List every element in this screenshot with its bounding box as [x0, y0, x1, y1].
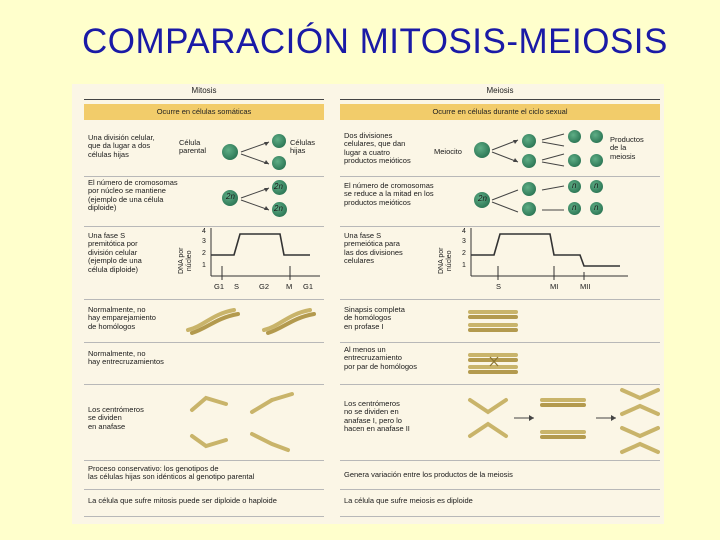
y-tick: 2: [462, 250, 466, 257]
ploidy-label: n: [572, 181, 577, 190]
comparison-figure: [72, 84, 664, 524]
ploidy-label: 2n: [274, 182, 283, 191]
meiosis-row-centromeres: Los centrómeros no se dividen en anafase I, pero lo hacen en anafase II: [344, 399, 410, 434]
y-tick: 1: [462, 262, 466, 269]
row-divider: [84, 342, 324, 343]
slide-title: COMPARACIÓN MITOSIS-MEIOSIS: [82, 22, 668, 61]
division-arrows: [540, 128, 570, 172]
unpaired-chromosomes: [184, 306, 324, 336]
mitosis-anaphase-chromosomes: [188, 390, 324, 456]
phase-label: MI: [550, 282, 559, 291]
phase-label: S: [496, 282, 502, 291]
meiosis-row-ploidy: La célula que sufre meiosis es diploide: [344, 496, 473, 505]
row-divider: [84, 384, 324, 385]
mitosis-row-chromosome-number: El número de cromosomas por núcleo se mantiene (ejemplo de una célula diploide): [88, 178, 178, 213]
y-tick: 3: [462, 238, 466, 245]
mitosis-row-conservative: Proceso conservativo: los genotipos de las células hijas son idénticos al genotipo parental: [88, 464, 255, 482]
row-divider: [84, 489, 324, 490]
intermediate-cell: [522, 134, 536, 148]
meiosis-header: Meiosis: [486, 86, 514, 95]
daughter-cell: [272, 156, 286, 170]
phase-label: M: [286, 282, 293, 291]
row-divider: [340, 460, 660, 461]
meiotic-product-cell: [568, 154, 581, 167]
meiotic-products-label: Productos de la meiosis: [610, 135, 644, 161]
ploidy-label: 2n: [226, 192, 235, 201]
meiosis-row-synapsis: Sinapsis completa de homólogos en profase I: [344, 305, 405, 331]
mitosis-row-s-phase: Una fase S premitótica por división celular (ejemplo de una célula diploide): [88, 231, 142, 274]
intermediate-cell: [522, 202, 536, 216]
meiotic-product-cell: [590, 130, 603, 143]
ploidy-label: 2n: [274, 204, 283, 213]
mitosis-header-rule: [84, 99, 324, 100]
dna-axis-label: DNA por núcleo: [438, 247, 453, 274]
division-arrows: [490, 184, 526, 220]
row-divider: [84, 299, 324, 300]
meiosis-row-variation: Genera variación entre los productos de la meiosis: [344, 470, 513, 479]
mitosis-row-ploidy: La célula que sufre mitosis puede ser diploide o haploide: [88, 496, 277, 505]
mitosis-row-divisions: Una división celular, que da lugar a dos células hijas: [88, 133, 155, 159]
meiotic-product-cell: [568, 130, 581, 143]
y-tick: 3: [202, 238, 206, 245]
meiosis-anaphase-chromosomes: [464, 384, 660, 458]
meiosis-subheader: Ocurre en células durante el ciclo sexual: [340, 104, 660, 120]
mitosis-row-crossover: Normalmente, no hay entrecruzamientos: [88, 349, 164, 367]
ploidy-label: n: [594, 203, 599, 212]
dna-axis-label: DNA por núcleo: [178, 247, 193, 274]
synapsed-homologs: [464, 306, 524, 336]
mitosis-row-centromeres: Los centrómeros se dividen en anafase: [88, 405, 144, 431]
meiosis-row-divisions: Dos divisiones celulares, que dan lugar a cuatro productos meióticos: [344, 131, 411, 166]
row-divider: [84, 516, 324, 517]
daughter-cell: [272, 134, 286, 148]
meiosis-column: [340, 84, 660, 524]
division-arrows: [540, 178, 570, 222]
dna-content-graph: [210, 228, 322, 280]
phase-label: G1: [214, 282, 225, 291]
division-arrows: [490, 134, 526, 170]
parent-cell-label: Célula parental: [179, 138, 207, 156]
row-divider: [340, 342, 660, 343]
row-divider: [340, 176, 660, 177]
meiosis-row-s-phase: Una fase S premeiótica para las dos divisiones celulares: [344, 231, 403, 266]
meiotic-product-cell: [590, 154, 603, 167]
dna-content-graph: [470, 228, 630, 280]
y-tick: 2: [202, 250, 206, 257]
y-tick: 4: [462, 228, 466, 235]
meiosis-row-chromosome-number: El número de cromosomas se reduce a la mitad en los productos meióticos: [344, 181, 434, 207]
daughter-cells-label: Células hijas: [290, 138, 316, 156]
row-divider: [340, 516, 660, 517]
phase-label: G2: [259, 282, 270, 291]
mitosis-header: Mitosis: [191, 86, 217, 95]
y-tick: 1: [202, 262, 206, 269]
mitosis-column: [84, 84, 324, 524]
parent-cell: [222, 144, 238, 160]
row-divider: [84, 176, 324, 177]
row-divider: [340, 226, 660, 227]
mitosis-subheader: Ocurre en células somáticas: [84, 104, 324, 120]
ploidy-label: n: [594, 181, 599, 190]
ploidy-label: n: [572, 203, 577, 212]
y-tick: 4: [202, 228, 206, 235]
row-divider: [84, 226, 324, 227]
row-divider: [340, 299, 660, 300]
ploidy-label: 2n: [478, 194, 487, 203]
phase-label: G1: [303, 282, 314, 291]
meiosis-row-crossover: Al menos un entrecruzamiento por par de homólogos: [344, 345, 417, 371]
meiocyte-label: Meiocito: [434, 147, 462, 156]
intermediate-cell: [522, 182, 536, 196]
crossover-homologs: [464, 348, 524, 378]
mitosis-row-pairing: Normalmente, no hay emparejamiento de homólogos: [88, 305, 156, 331]
phase-label: S: [234, 282, 240, 291]
phase-label: MII: [580, 282, 591, 291]
meiocyte-cell: [474, 142, 490, 158]
meiosis-header-rule: [340, 99, 660, 100]
row-divider: [84, 460, 324, 461]
row-divider: [340, 489, 660, 490]
intermediate-cell: [522, 154, 536, 168]
